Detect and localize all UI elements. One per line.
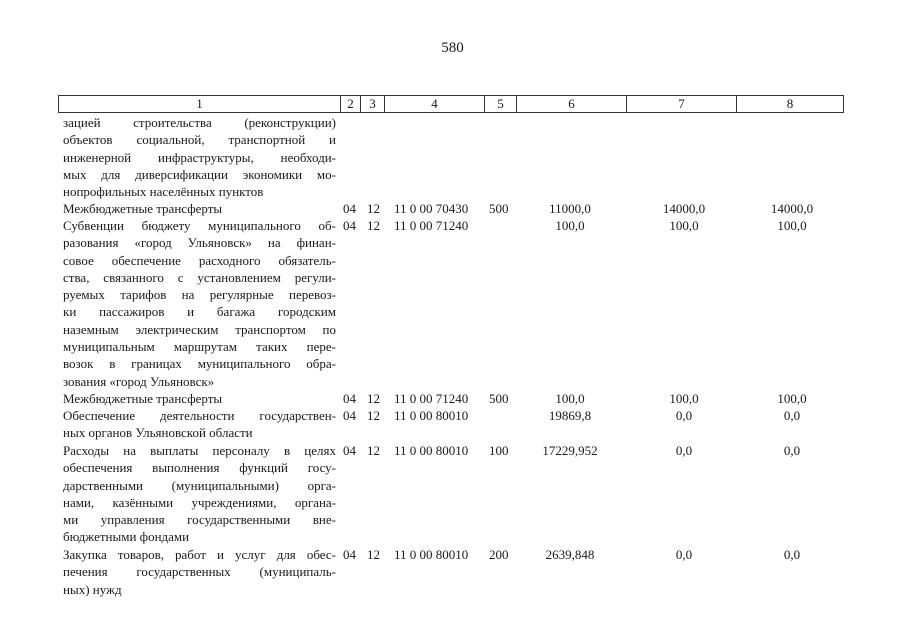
cell-target-article: 11 0 00 80010	[394, 547, 469, 562]
description-line: бюджетными фондами	[63, 529, 190, 545]
cell-amount-col8: 0,0	[783, 547, 801, 562]
description-line: печения государственных (муниципаль-	[63, 564, 336, 580]
cell-amount-col7: 100,0	[669, 218, 699, 233]
description-line: Субвенции бюджету муниципального об-	[63, 218, 336, 233]
row-description	[63, 114, 336, 200]
header-col-5: 5	[485, 96, 517, 112]
description-line: ки пассажиров и багажа городским	[63, 304, 336, 320]
header-col-3: 3	[361, 96, 385, 112]
description-line: дарственными (муниципальными) орга-	[63, 477, 336, 493]
description-line: ных) нужд	[63, 581, 122, 597]
cell-amount-col6: 19869,8	[548, 408, 592, 423]
cell-section: 04	[343, 547, 356, 562]
header-col-2: 2	[341, 96, 361, 112]
row-description	[63, 390, 336, 407]
description-line: Обеспечение деятельности государствен-	[63, 408, 336, 423]
description-line: зацией строительства (реконструкции)	[63, 115, 336, 130]
cell-expense-type: 200	[489, 547, 509, 562]
page-number: 580	[441, 40, 464, 56]
row-description	[63, 217, 336, 390]
description-line: мых для диверсификации экономики мо-	[63, 166, 336, 182]
cell-target-article: 11 0 00 80010	[394, 443, 469, 458]
description-line: ных органов Ульяновской области	[63, 425, 253, 441]
cell-expense-type: 500	[489, 201, 509, 216]
row-description	[63, 546, 336, 598]
cell-subsection: 12	[367, 201, 380, 216]
cell-amount-col6: 11000,0	[549, 201, 591, 216]
description-line: инженерной инфраструктуры, необходи-	[63, 149, 336, 165]
cell-amount-col7: 0,0	[675, 443, 693, 458]
cell-subsection: 12	[367, 391, 380, 406]
header-col-6: 6	[517, 96, 627, 112]
cell-amount-col8: 100,0	[777, 218, 807, 233]
row-description	[63, 442, 336, 546]
cell-amount-col7: 0,0	[675, 408, 693, 423]
cell-amount-col8: 0,0	[783, 443, 801, 458]
header-col-4: 4	[385, 96, 485, 112]
description-line: ства, связанного с установлением регули-	[63, 269, 336, 285]
description-line: ми управления государственными вне-	[63, 512, 336, 528]
cell-target-article: 11 0 00 71240	[394, 218, 469, 233]
cell-expense-type: 500	[489, 391, 509, 406]
description-line: Межбюджетные трансферты	[63, 391, 223, 406]
cell-section: 04	[343, 408, 356, 423]
cell-expense-type: 100	[489, 443, 509, 458]
row-description	[63, 200, 336, 217]
description-line: объектов социальной, транспортной и	[63, 132, 336, 148]
cell-subsection: 12	[367, 547, 380, 562]
description-line: разования «город Ульяновск» на финан-	[63, 235, 336, 251]
cell-subsection: 12	[367, 218, 380, 233]
cell-subsection: 12	[367, 408, 380, 423]
cell-section: 04	[343, 218, 356, 233]
cell-amount-col7: 0,0	[675, 547, 693, 562]
header-col-7: 7	[627, 96, 737, 112]
description-line: Закупка товаров, работ и услуг для обес-	[63, 547, 336, 562]
cell-amount-col6: 2639,848	[545, 547, 595, 562]
cell-amount-col6: 17229,952	[542, 443, 598, 458]
table-header	[58, 95, 844, 113]
row-description	[63, 407, 336, 442]
cell-amount-col8: 100,0	[777, 391, 807, 406]
cell-target-article: 11 0 00 71240	[394, 391, 469, 406]
description-line: наземным электрическим транспортом по	[63, 321, 336, 337]
header-col-1: 1	[59, 96, 341, 112]
description-line: нами, казёнными учреждениями, органа-	[63, 494, 336, 510]
cell-amount-col7: 100,0	[669, 391, 699, 406]
description-line: зования «город Ульяновск»	[63, 373, 215, 389]
description-line: совое обеспечение расходного обязатель-	[63, 252, 336, 268]
description-line: возок в границах муниципального обра-	[63, 356, 336, 372]
description-line: муниципальным маршрутам таких пере-	[63, 339, 336, 355]
description-line: обеспечения выполнения функций госу-	[63, 460, 336, 476]
description-line: нопрофильных населённых пунктов	[63, 184, 264, 200]
cell-amount-col6: 100,0	[555, 218, 585, 233]
cell-subsection: 12	[367, 443, 380, 458]
cell-amount-col8: 14000,0	[770, 201, 814, 216]
header-col-8: 8	[786, 96, 794, 111]
description-line: Межбюджетные трансферты	[63, 201, 223, 216]
description-line: руемых тарифов на регулярные перевоз-	[63, 287, 336, 303]
cell-amount-col7: 14000,0	[662, 201, 706, 216]
cell-amount-col8: 0,0	[783, 408, 801, 423]
cell-amount-col6: 100,0	[555, 391, 585, 406]
cell-section: 04	[343, 201, 356, 216]
cell-section: 04	[343, 391, 356, 406]
cell-section: 04	[343, 443, 356, 458]
cell-target-article: 11 0 00 70430	[394, 201, 469, 216]
description-line: Расходы на выплаты персоналу в целях	[63, 443, 336, 458]
cell-target-article: 11 0 00 80010	[394, 408, 469, 423]
